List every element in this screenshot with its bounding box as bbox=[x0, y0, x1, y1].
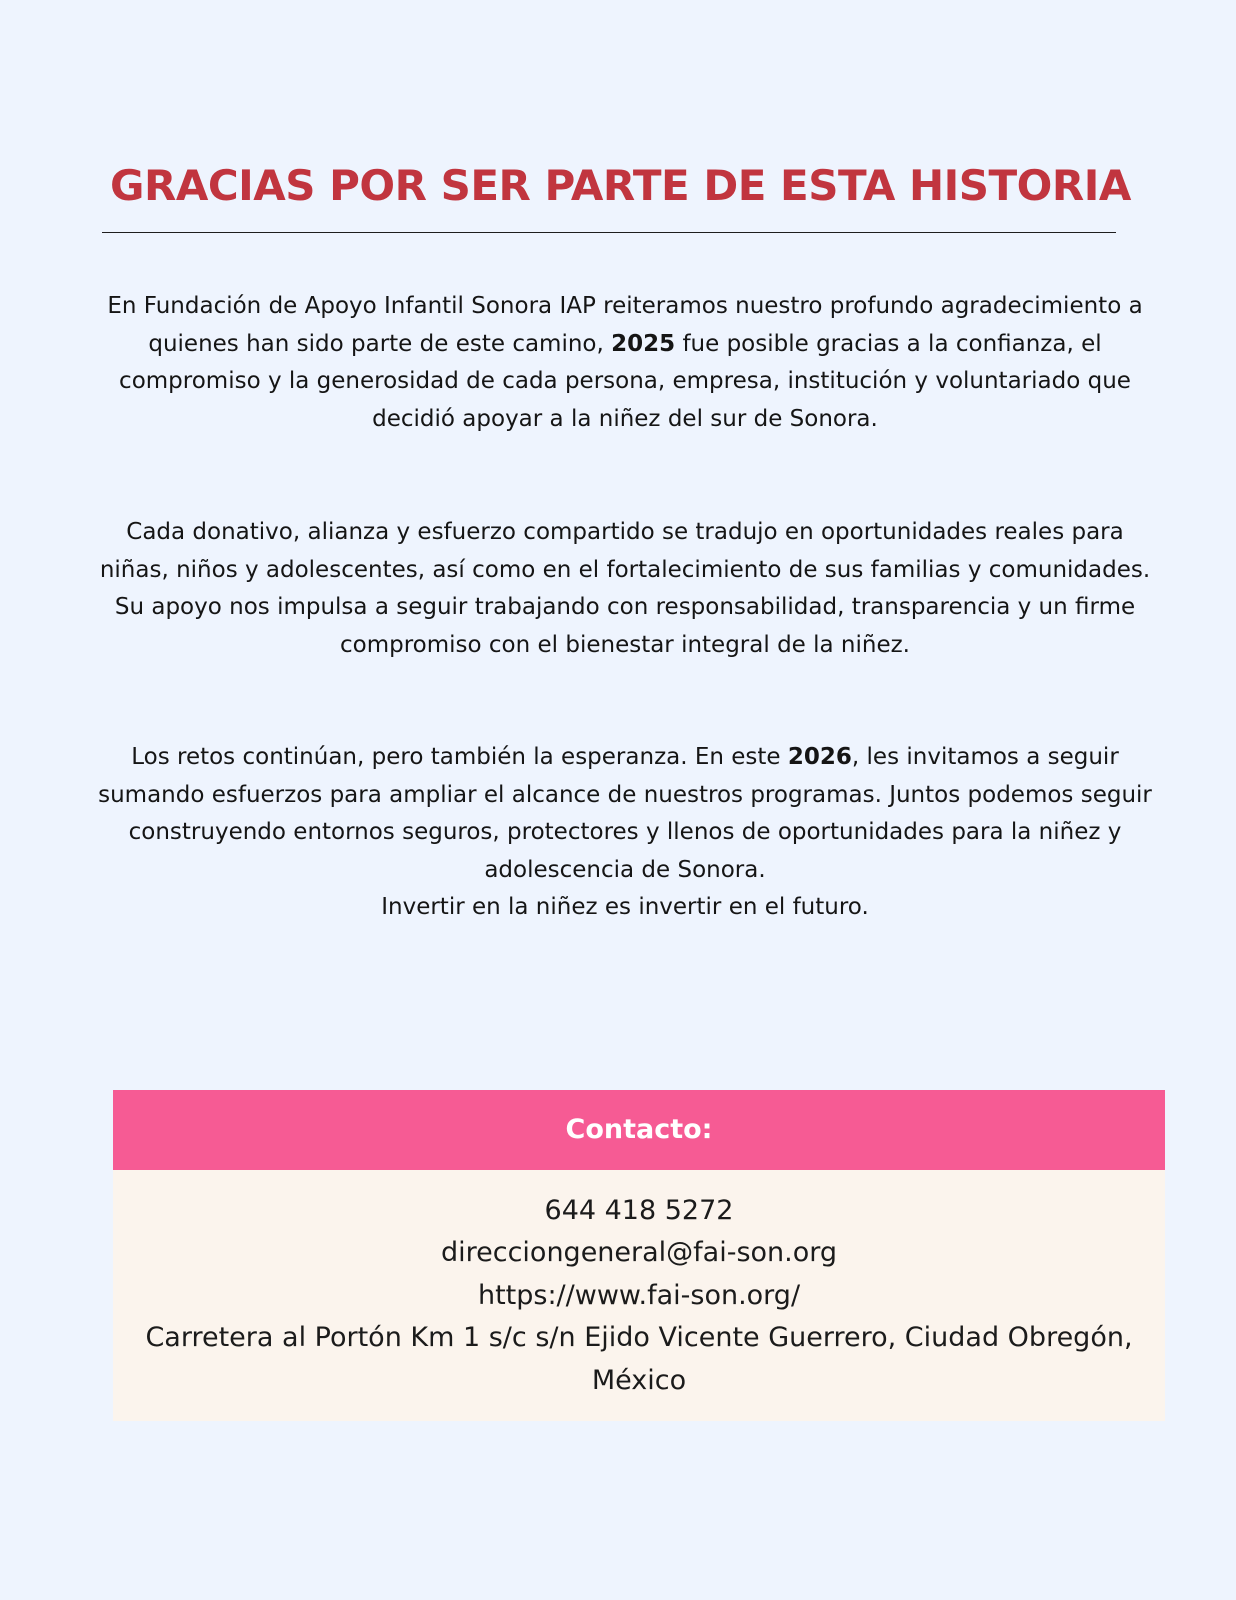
year-2026: 2026 bbox=[787, 744, 852, 770]
contact-email[interactable]: direcciongeneral@fai-son.org bbox=[440, 1237, 838, 1269]
paragraph-invitation bbox=[92, 739, 1158, 927]
paragraph-gratitude bbox=[92, 288, 1158, 438]
paragraph-invitation-text-a: Los retos continúan, pero también la esperanza. En este bbox=[131, 744, 788, 770]
contact-box bbox=[113, 1170, 1165, 1421]
paragraph-gratitude-text-a: En Fundación de Apoyo Infantil Sonora IAP reiteramos nuestro profundo agradecimiento a quienes han sido parte de este camino, bbox=[107, 293, 1143, 357]
contact-phone: 644 418 5272 bbox=[544, 1195, 734, 1226]
contact-website[interactable]: https://www.fai-son.org/ bbox=[477, 1279, 801, 1311]
page-title: GRACIAS POR SER PARTE DE ESTA HISTORIA bbox=[110, 161, 1131, 210]
paragraph-impact-text: Cada donativo, alianza y esfuerzo compartido se tradujo en oportunidades reales para niñas, niños y adolescentes, así como en el fortalecimiento de sus familias y comunidades. Su apoyo nos impulsa a seguir trabajando con responsabilidad, transparencia y un firme compromiso con el bienestar integral de la niñez. bbox=[99, 519, 1151, 658]
paragraph-impact bbox=[92, 514, 1158, 664]
closing-statement: Invertir en la niñez es invertir en el futuro. bbox=[381, 894, 869, 921]
paragraph-gratitude-text-b: fue posible gracias a la confianza, el compromiso y la generosidad de cada persona, empresa, institución y voluntariado que decidió apoyar a la niñez del sur de Sonora. bbox=[119, 330, 1131, 432]
contact-heading: Contacto: bbox=[113, 1090, 1165, 1170]
year-2025: 2025 bbox=[611, 330, 676, 357]
contact-address: Carretera al Portón Km 1 s/c s/n Ejido Vicente Guerrero, Ciudad Obregón, México bbox=[145, 1322, 1133, 1396]
paragraph-invitation-text-b: , les invitamos a seguir sumando esfuerzos para ampliar el alcance de nuestros programas. Juntos podemos seguir construyendo entornos seguros, protectores y llenos de oportunidades para la niñez y adolescencia de Sonora. bbox=[98, 744, 1152, 883]
title-divider bbox=[102, 232, 1116, 233]
